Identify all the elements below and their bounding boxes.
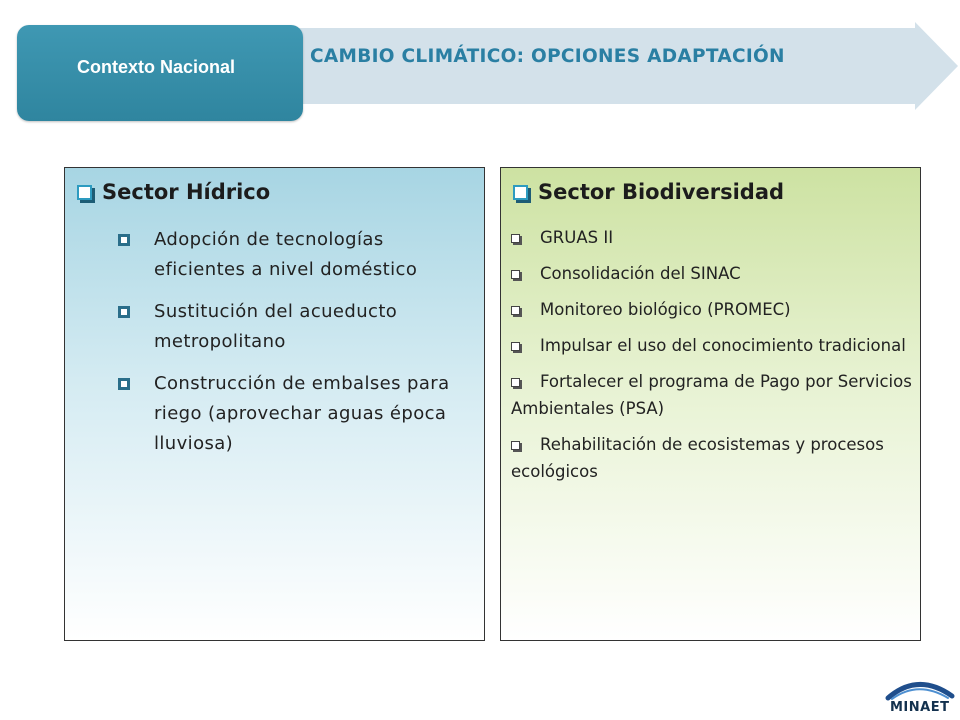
banner-title: CAMBIO CLIMÁTICO: OPCIONES ADAPTACIÓN bbox=[310, 46, 785, 67]
list-item bbox=[511, 260, 916, 287]
biodiversity-sector-panel bbox=[500, 167, 921, 641]
water-sector-heading bbox=[77, 180, 270, 204]
list-item-text: Impulsar el uso del conocimiento tradicional bbox=[540, 336, 906, 355]
logo-text: MINAET bbox=[890, 700, 950, 715]
context-tab-label: Contexto Nacional bbox=[77, 57, 236, 77]
list-item-text: Adopción de tecnologías eficientes a nivel doméstico bbox=[154, 229, 418, 280]
checkbox-bullet-icon bbox=[77, 185, 92, 200]
list-item bbox=[511, 368, 916, 422]
list-item bbox=[108, 225, 478, 285]
context-tab bbox=[17, 25, 303, 121]
biodiversity-sector-heading bbox=[513, 180, 784, 204]
list-item-text: GRUAS II bbox=[540, 228, 614, 247]
water-sector-title: Sector Hídrico bbox=[102, 180, 271, 204]
biodiversity-sector-list bbox=[511, 224, 916, 494]
list-item-text: Consolidación del SINAC bbox=[540, 264, 741, 283]
water-sector-panel bbox=[64, 167, 485, 641]
list-item bbox=[511, 224, 916, 251]
small-square-bullet-icon bbox=[511, 270, 520, 279]
list-item bbox=[511, 431, 916, 485]
list-item bbox=[108, 297, 478, 357]
small-square-bullet-icon bbox=[511, 441, 520, 450]
square-bullet-icon bbox=[118, 306, 130, 318]
list-item-text: Rehabilitación de ecosistemas y procesos ecológicos bbox=[511, 435, 884, 481]
checkbox-bullet-icon bbox=[513, 185, 528, 200]
square-bullet-icon bbox=[118, 378, 130, 390]
list-item bbox=[511, 296, 916, 323]
small-square-bullet-icon bbox=[511, 234, 520, 243]
list-item bbox=[108, 369, 478, 459]
biodiversity-sector-title: Sector Biodiversidad bbox=[538, 180, 785, 204]
list-item bbox=[511, 332, 916, 359]
square-bullet-icon bbox=[118, 234, 130, 246]
small-square-bullet-icon bbox=[511, 342, 520, 351]
list-item-text: Monitoreo biológico (PROMEC) bbox=[540, 300, 791, 319]
water-sector-list bbox=[108, 225, 478, 471]
list-item-text: Sustitución del acueducto metropolitano bbox=[154, 301, 398, 352]
small-square-bullet-icon bbox=[511, 306, 520, 315]
list-item-text: Construcción de embalses para riego (aprovechar aguas época lluviosa) bbox=[154, 373, 450, 454]
small-square-bullet-icon bbox=[511, 378, 520, 387]
list-item-text: Fortalecer el programa de Pago por Servicios Ambientales (PSA) bbox=[511, 372, 912, 418]
